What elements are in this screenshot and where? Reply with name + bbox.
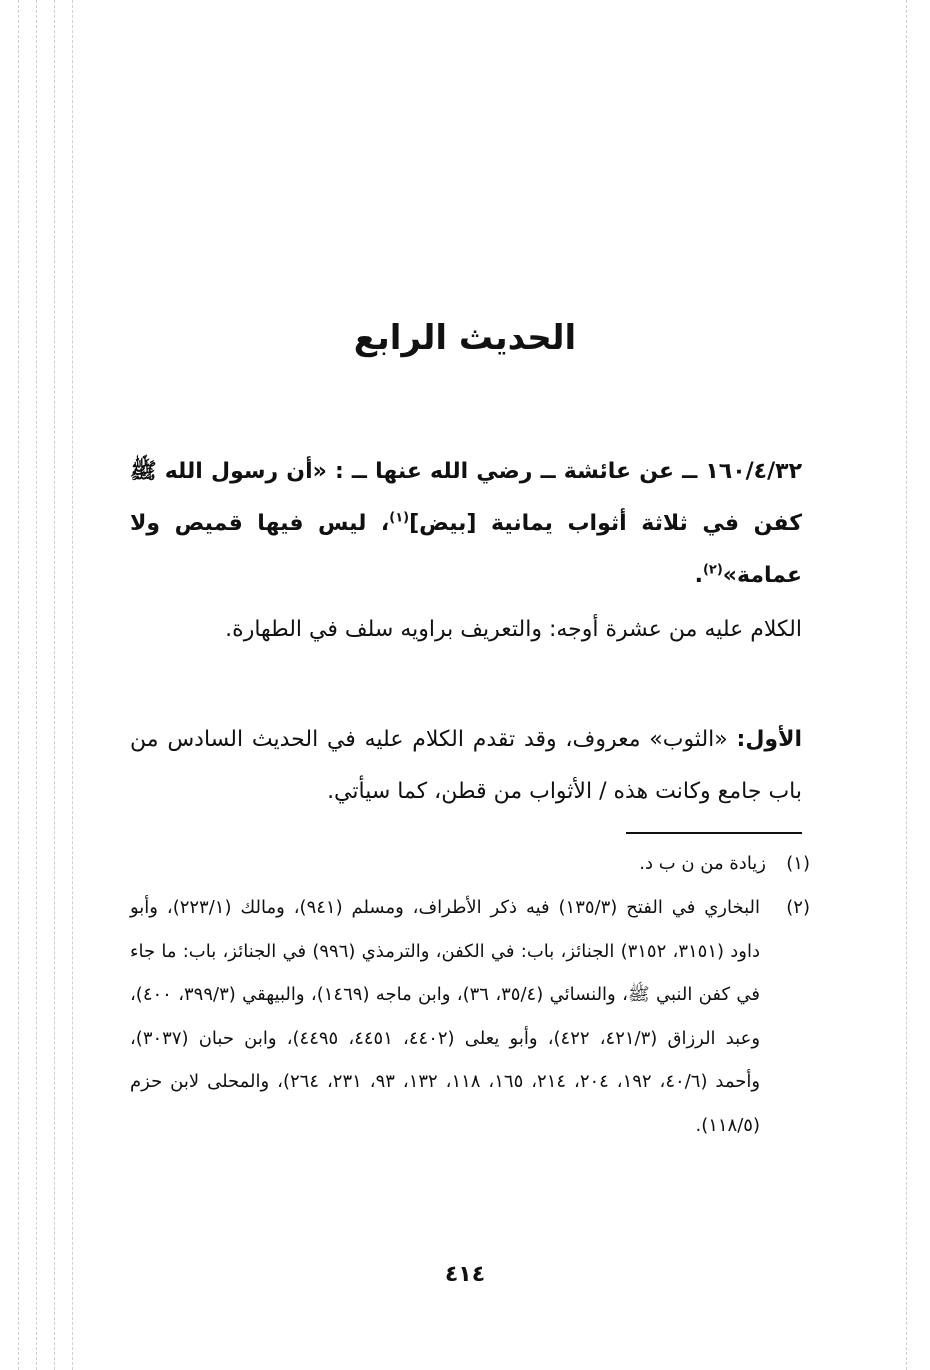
hadith-part-3: . <box>694 563 703 588</box>
footnote-ref-2[interactable]: (٢) <box>702 562 723 578</box>
first-point <box>130 714 802 818</box>
scan-margin-line <box>36 0 37 1370</box>
hadith-text <box>130 446 802 602</box>
hadith-part-2: ، ليس فيها قميص ولا عمامة» <box>130 511 802 588</box>
first-point-lead: الأول: <box>736 727 802 752</box>
scan-margin-line <box>18 0 19 1370</box>
footnote-number: (١) <box>786 853 810 874</box>
chapter-heading: الحديث الرابع <box>353 318 577 358</box>
first-point-text: «الثوب» معروف، وقد تقدم الكلام عليه في الحديث السادس من باب جامع وكانت هذه / الأثواب من قطن، كما سيأتي. <box>130 727 802 804</box>
footnote-ref-1[interactable]: (١) <box>389 510 410 526</box>
footnote-separator <box>626 832 802 834</box>
footnote-text: البخاري في الفتح (١٣٥/٣) فيه ذكر الأطراف، ومسلم (٩٤١)، ومالك (٢٢٣/١)، وأبو داود (٣١٥١، ٣١٥٢) الجنائز، باب: في الكفن، والترمذي (٩٩٦) في الجنائز، باب: ما جاء في كفن النبي ﷺ، والنسائي (٣٥/٤، ٣٦)، وابن ماجه (١٤٦٩)، والبيهقي (٣٩٩/٣، ٤٠٠)، وعبد الرزاق (٤٢١/٣، ٤٢٢)، وأبو يعلى (٤٤٠٢، ٤٤٥١، ٤٤٩٥)، وابن حبان (٣٠٣٧)، وأحمد (٤٠/٦، ١٩٢، ٢٠٤، ٢١٤، ١٦٥، ١١٨، ١٣٢، ٩٣، ٢٣١، ٢٦٤)، والمحلى لابن حزم (١١٨/٥). <box>130 897 761 1136</box>
page-number: ٤١٤ <box>444 1262 486 1287</box>
footnote-1 <box>130 842 810 886</box>
scan-margin-line <box>54 0 55 1370</box>
scan-margin-line <box>72 0 73 1370</box>
commentary-intro: الكلام عليه من عشرة أوجه: والتعريف براويه سلف في الطهارة. <box>225 617 802 642</box>
footnote-text: زيادة من ن ب د. <box>639 853 766 874</box>
footnote-2 <box>130 886 810 1147</box>
footnote-number: (٢) <box>786 897 810 918</box>
hadith-part-1: ١٦٠/٤/٣٢ ــ عن عائشة ــ رضي الله عنها ــ : «أن رسول الله ﷺ كفن في ثلاثة أثواب يمانية [بيض] <box>130 459 802 536</box>
scan-margin-line <box>906 0 907 1370</box>
